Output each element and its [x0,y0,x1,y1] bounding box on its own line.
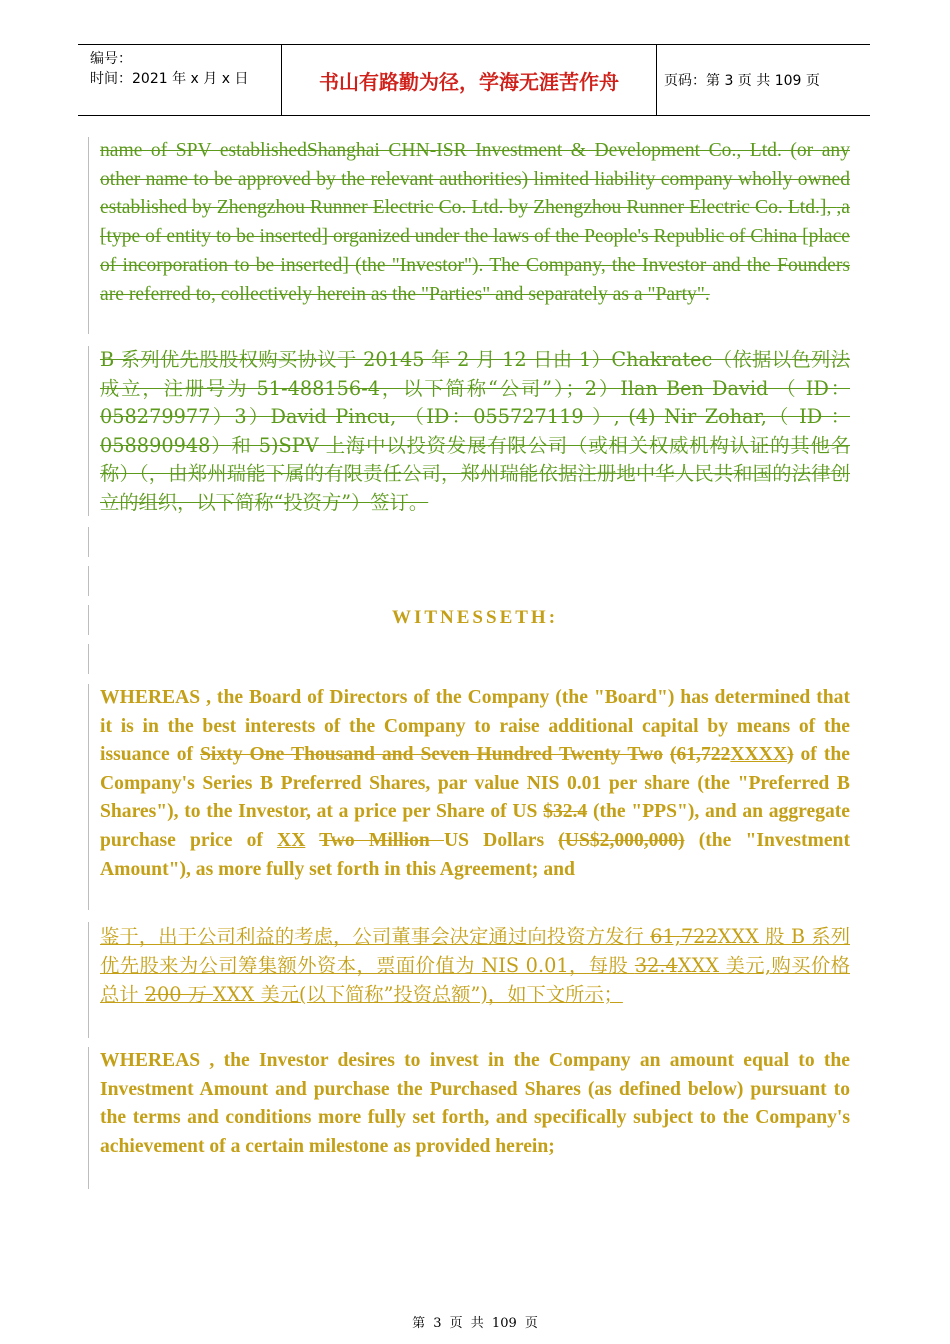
time-line: 时间：2021 年 x 月 x 日 [90,71,249,87]
header-meta [90,49,248,89]
deleted-text: the People's Republic of China [555,226,803,248]
text [663,744,670,765]
text: WHEREAS , the Board of Directors of the Company (the "Board") has determined that it is in the best interests of the Company to raise additional capital by means of the issuance of [100,687,850,766]
deleted-text: $32.4 [543,801,588,823]
change-bar [88,346,89,516]
whereas-paragraph-2: WHEREAS , the Investor desires to invest in the Company an amount equal to the Investment Amount and purchase the Purchased Shares (as defined below) pursuant to the terms and conditions more fully set forth, and specifically subject to the Company's achievement of a certain milestone as provided herein; [100,1050,850,1157]
deleted-text: 200 万 [144,983,214,1006]
text: (the "Investment Amount"), as more fully set forth in this Agreement; and [100,829,850,880]
change-bar [88,566,89,596]
text: XXX 美元,购买价格总计 [100,954,851,1006]
page-footer: 第 3 页 共 109 页 [412,1316,538,1331]
text: 鉴于，出于公司利益的考虑，公司董事会决定通过向投资方发行 [100,925,651,948]
number-label: 编号： [90,51,132,67]
change-bar [88,137,89,334]
text: of the Company's Series B Preferred Shares, par value NIS 0.01 per share (the "Preferred B Shares"), to the Investor, at a price per Share of US [100,744,850,823]
text: XXX 股 B 系列优先股来为公司筹集额外资本，票面价值为 NIS 0.01，每股 [100,925,850,977]
deleted-text: (US$2,000,000) [558,829,685,851]
deleted-text: name of SPV established [100,140,307,161]
inserted-text: XXXX [730,744,787,766]
witnesseth-heading: WITNESSETH: [391,607,559,628]
text: XXX 美元(以下简称”投资总额”)，如下文所示； [213,983,623,1006]
change-bar [88,1047,89,1189]
deleted-text: Sixty One Thousand and Seven Hundred Twenty Two [200,744,663,766]
tracked-deleted-paragraph [100,137,850,309]
page-info: 页码：第 3 页 共 109 页 [664,73,820,89]
motto: 书山有路勤为径，学海无涯苦作舟 [281,45,657,115]
deleted-text: ) [786,744,794,766]
text: US Dollars [443,829,559,851]
deleted-text: 61,722 [650,925,718,948]
change-bar [88,922,89,1038]
deleted-text: 32.4 [634,954,678,977]
tracked-deleted-chinese-paragraph: B 系列优先股股权购买协议于 20145 年 2 月 12 日由 1）Chakratec（依据以色列法成立，注册号为 51-488156-4，以下简称“公司”）；2）Ilan Ben David （ ID： 058279977）3）David Pincu, （ID：055727119 ）, (4) Nir Zohar,（ ID ： 058890948）和 5)SPV 上海中以投资发展有限公司（或相关权威机构认证的其他名称）（，由郑州瑞能下属的有限责任公司，郑州瑞能依据注册地中华人民共和国的法律创立的组织，以下简称“投资方”）签订。 [100,348,850,514]
page-header [78,44,870,116]
deleted-text: [place of incorporation to be inserted] (the "Investor"). The Company, the Investor and the Founders are referred to, collectively herein as the "Parties" and separately as a "Party". [100,226,850,305]
deleted-text: (61,722 [669,744,731,766]
change-bar [88,684,89,910]
text: (the "PPS"), and an aggregate purchase price of [100,801,851,851]
change-bar [88,527,89,557]
text [305,830,319,851]
deleted-text: ,a [type of entity to be inserted] organized under the laws of [100,197,850,248]
deleted-text: Shanghai CHN-ISR Investment & Development Co., Ltd. (or any other name to be approved by the relevant authorities) limited liability company wholly owned established by Zhengzhou Runner Electric Co. Ltd. by Zhengzhou Runner Electric Co. Ltd.], [100,140,850,219]
whereas-paragraph-1 [100,684,850,884]
deleted-text: Two Million [319,829,444,851]
whereas-chinese-paragraph [100,922,850,1009]
inserted-text: XX [277,829,306,851]
change-bar [88,644,89,674]
change-bar [88,605,89,635]
